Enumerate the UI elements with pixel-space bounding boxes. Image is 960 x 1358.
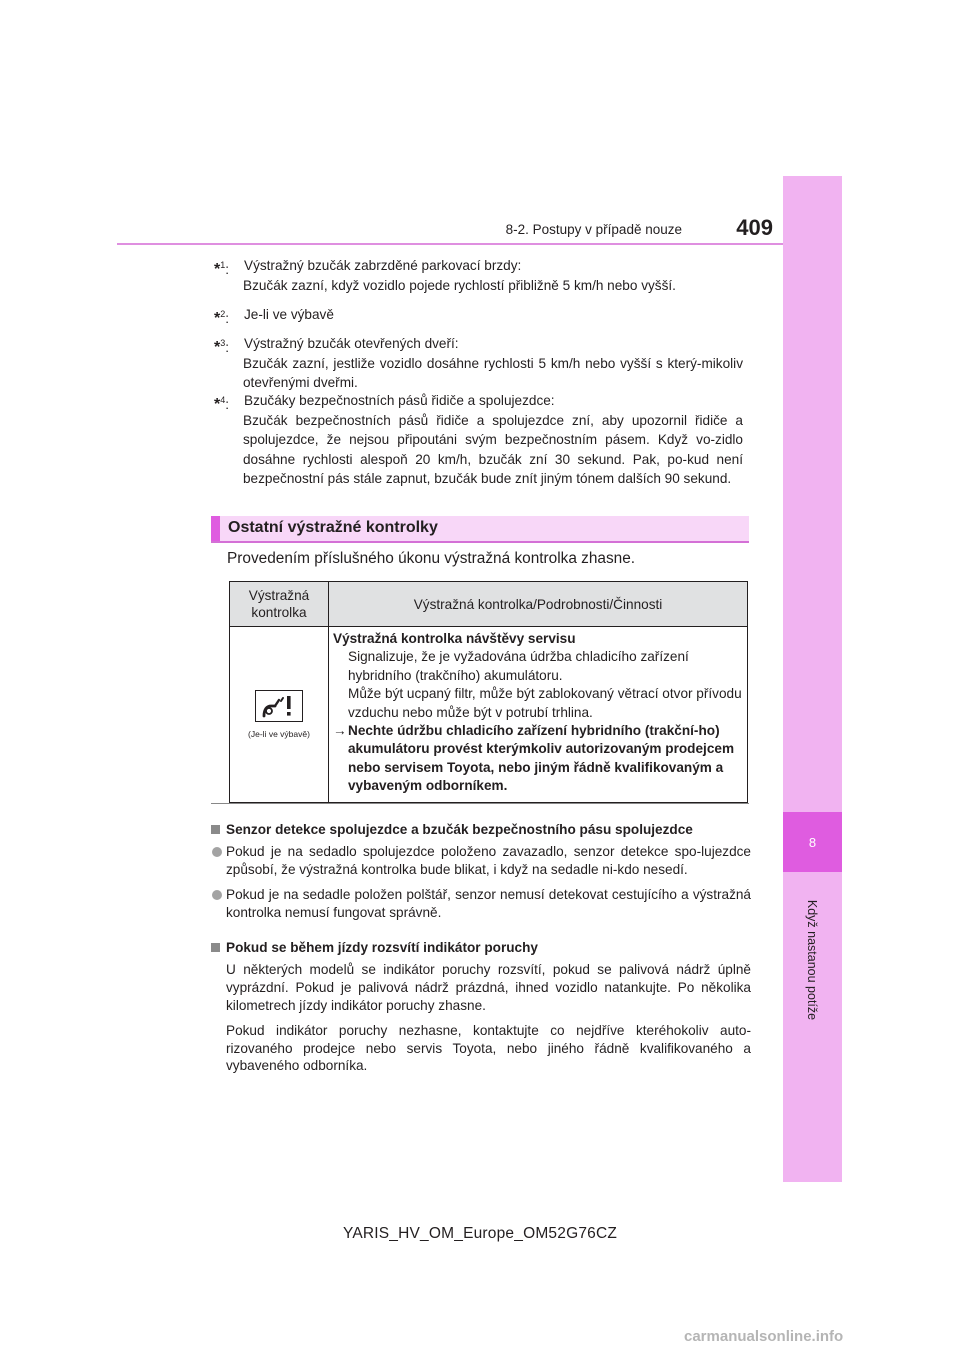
footnote-title: Výstražný bzučák otevřených dveří: [244,336,459,351]
footnote-marker: *$^2$: [214,309,230,327]
warning-detail: Může být ucpaný filtr, může být zablokovaný větrací otvor přívodu vzduchu nebo může být v potrubí trhlina. [348,686,742,720]
section-accent-bar [211,516,220,541]
table-header-row [230,582,748,627]
list-item: Pokud je na sedadlo spolujezdce položeno zavazadlo, senzor detekce spo-lujezdce způsobí, že výstražná kontrolka bude blikat, i když na sedadle ni-kdo nesedí. [211,843,751,879]
footnote-marker: *$^3$: [214,338,230,356]
footnote-body: Bzučák zazní, jestliže vozidlo dosáhne rychlosti 5 km/h nebo vyšší s který-mikoliv otevřenými dveřmi. [243,355,743,391]
page-number: 409 [736,215,773,240]
circle-bullet-icon [212,847,222,857]
warning-detail: Signalizuje, že je vyžadována údržba chladicího zařízení hybridního (trakčního) akumulátoru. [348,649,689,683]
footnote-marker: *$^1$: [214,260,230,278]
footnote-title: Je-li ve výbavě [244,307,334,322]
footnote-3 [214,334,754,393]
section-intro: Provedením příslušného úkonu výstražná kontrolka zhasne. [227,550,636,567]
warning-light-title: Výstražná kontrolka návštěvy servisu [333,631,576,646]
footnote-body: Bzučák bezpečnostních pásů řidiče a spolujezdce zní, aby upozornil řidiče a spolujezdce, že nejsou připoutáni svým bezpečnostním pásem. Když vo-zidlo dosáhne rychlosti alespoň 20 km/h, bzučák zní 30 sekund. Pak, po-kud není bezpečnostní pás stále zapnut, bzučák bude znít jiným tónem dalších 90 sekund. [243,412,743,487]
note-paragraph: U některých modelů se indikátor poruchy rozsvítí, pokud se palivová nádrž úplně vyprázdní. Pokud je palivová nádrž prázdná, ihned vozidlo natankujte. Po několika kilometrech jízdy indikátor poruchy zhasne. [226,961,751,1013]
note-paragraph: Pokud indikátor poruchy nezhasne, kontaktujte co nejdříve kteréhokoliv auto-rizovaného prodejce nebo servis Toyota, nebo jiného řádně kvalifikovaného a vybaveného odborníka. [226,1022,751,1074]
warning-action-text: Nechte údržbu chladicího zařízení hybridního (trakční-ho) akumulátoru provést kterýmkoliv autorizovaným prodejcem nebo servisem Toyota, nebo jiným řádně kvalifikovaným a vybaveným odborníkem. [348,723,735,794]
table-row [230,627,748,803]
section-title: Ostatní výstražné kontrolky [228,519,438,536]
square-bullet-icon [211,943,220,952]
footnote-marker: *$^4$: [214,395,230,413]
watermark: carmanualsonline.info [684,1328,844,1345]
circle-bullet-icon [212,890,222,900]
table-header-details: Výstražná kontrolka/Podrobnosti/Činnosti [329,582,748,627]
chapter-label: Když nastanou potíže [805,899,820,1021]
list-item: Pokud je na sedadle položen polštář, senzor nemusí detekovat cestujícího a výstražná kontrolka nemusí fungovat správně. [211,886,751,922]
icon-availability-note: (Je-li ve výbavě) [248,728,310,739]
header-section-title: 8-2. Postupy v případě nouze [505,222,682,237]
table-divider [211,803,749,804]
footnote-title: Bzučáky bezpečnostních pásů řidiče a spolujezdce: [244,393,555,408]
footnote-1 [214,256,754,295]
hybrid-battery-cooling-warning-icon [255,690,303,722]
warning-action [333,722,743,796]
footnote-body: Bzučák zazní, když vozidlo pojede rychlostí přibližně 5 km/h nebo vyšší. [243,277,676,293]
note-heading: Senzor detekce spolujezdce a bzučák bezpečnostního pásu spolujezdce [211,821,751,839]
document-code: YARIS_HV_OM_Europe_OM52G76CZ [342,1225,618,1242]
chapter-label-container [783,880,842,1040]
note-heading: Pokud se během jízdy rozsvítí indikátor poruchy [211,939,751,957]
footnote-2 [214,305,754,325]
section-header [211,516,749,543]
chapter-number: 8 [783,812,842,872]
note-passenger-sensor [211,821,751,922]
arrow-icon: → [333,723,347,739]
warning-description-cell [329,627,748,803]
warning-light-table [229,581,748,803]
note-malfunction-indicator [211,939,751,1075]
footnote-title: Výstražný bzučák zabrzděné parkovací brzdy: [244,258,522,273]
warning-icon-cell [230,627,329,803]
header-rule [117,243,783,245]
footnote-4 [214,391,754,489]
square-bullet-icon [211,825,220,834]
table-header-light: Výstražná kontrolka [230,582,329,627]
